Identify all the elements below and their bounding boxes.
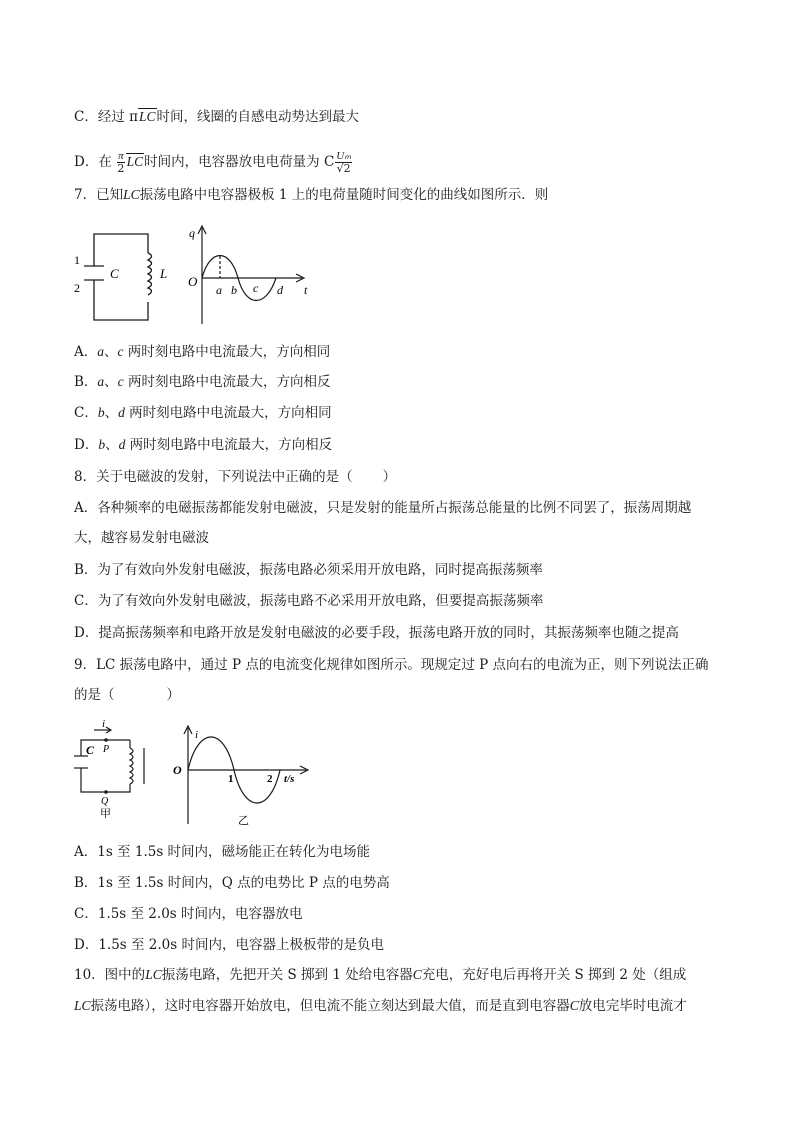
figure-yi-caption: 乙: [238, 815, 249, 826]
q8-stem: 8．关于电磁波的发射，下列说法中正确的是（ ）: [74, 469, 397, 485]
q8-option-c: C．为了有效向外发射电磁波，振荡电路不必采用开放电路，但要提高振荡频率: [74, 593, 544, 609]
q8-option-b: B．为了有效向外发射电磁波，振荡电路必须采用开放电路，同时提高振荡频率: [74, 562, 543, 578]
q9-option-c: C．1.5s 至 2.0s 时间内，电容器放电: [74, 906, 303, 922]
q8-option-a-line2: 大，越容易发射电磁波: [74, 530, 209, 546]
q7-option-b: B．a、c 两时刻电路中电流最大，方向相反: [74, 374, 331, 390]
lc-circuit-jia: [74, 727, 144, 792]
p-label: P: [103, 744, 110, 755]
inductor-label: L: [160, 266, 168, 281]
x-axis-label: t: [304, 283, 308, 297]
origin-label: O: [188, 274, 198, 289]
q9-option-a: A．1s 至 1.5s 时间内，磁场能正在转化为电场能: [74, 844, 371, 860]
tick-1-label: 1: [228, 773, 234, 785]
point-c-label: c: [253, 281, 259, 295]
q9-figure: [70, 718, 320, 826]
point-q-dot: [104, 790, 108, 794]
q9-option-d: D．1.5s 至 2.0s 时间内，电容器上极板带的是负电: [74, 937, 384, 953]
fraction: $\frac{\pi}{2}$: [117, 150, 125, 175]
q8-option-a-line1: A．各种频率的电磁振荡都能发射电磁波，只是发射的能量所占振荡总能量的比例不同罢了，振荡周期越: [74, 500, 692, 516]
y-axis-label: i: [195, 729, 199, 741]
q7-option-c: C．b、d 两时刻电路中电流最大，方向相同: [74, 405, 332, 421]
q-label: Q: [101, 796, 109, 807]
q-t-graph: [198, 226, 304, 324]
q10-stem-line2: LC振荡电路），这时电容器开始放电，但电流不能立刻达到最大值，而是直到电容器C放电完毕时电流才: [74, 998, 687, 1014]
y-axis-label: q: [189, 226, 195, 240]
q6-option-d: D．在 $\frac{\pi}{2}$ LC时间内，电容器放电电荷量为 C $\frac{\text{Uₘ}}{√2}$: [74, 150, 352, 175]
point-d-label: d: [277, 283, 283, 297]
fraction: $\frac{\text{Uₘ}}{√2}$: [336, 150, 352, 175]
plate-1-label: 1: [74, 253, 80, 267]
plate-2-label: 2: [74, 281, 80, 295]
q10-stem-line1: 10．图中的LC振荡电路，先把开关 S 掷到 1 处给电容器C充电，充好电后再将开关 S 掷到 2 处（组成: [74, 967, 687, 983]
figure-jia-caption: 甲: [100, 808, 111, 820]
origin-label: O: [173, 763, 182, 777]
q9-stem-line2: 的是（ ）: [74, 687, 180, 703]
q9-option-b: B．1s 至 1.5s 时间内，Q 点的电势比 P 点的电势高: [74, 875, 390, 891]
point-a-label: a: [216, 283, 222, 297]
capacitor-label: C: [86, 743, 95, 757]
tick-2-label: 2: [267, 773, 273, 785]
q7-figure: [70, 220, 320, 330]
q8-option-d: D．提高振荡频率和电路开放是发射电磁波的必要手段，振荡电路开放的同时，其振荡频率也随之提高: [74, 625, 679, 641]
current-arrow-label: i: [102, 718, 106, 730]
q6-option-c: C．经过 πLC时间，线圈的自感电动势达到最大: [74, 109, 360, 125]
q7-option-a: A．a、c 两时刻电路中电流最大，方向相同: [74, 344, 331, 360]
q9-stem-line1: 9．LC 振荡电路中，通过 P 点的电流变化规律如图所示。现规定过 P 点向右的电流为正，则下列说法正确: [74, 657, 709, 673]
capacitor-label: C: [110, 266, 119, 281]
point-b-label: b: [231, 283, 237, 297]
q7-option-d: D．b、d 两时刻电路中电流最大，方向相反: [74, 437, 333, 453]
x-axis-label: t/s: [284, 773, 295, 785]
point-p-dot: [104, 738, 108, 742]
q7-stem: 7．已知LC振荡电路中电容器极板 1 上的电荷量随时间变化的曲线如图所示．则: [74, 187, 549, 203]
